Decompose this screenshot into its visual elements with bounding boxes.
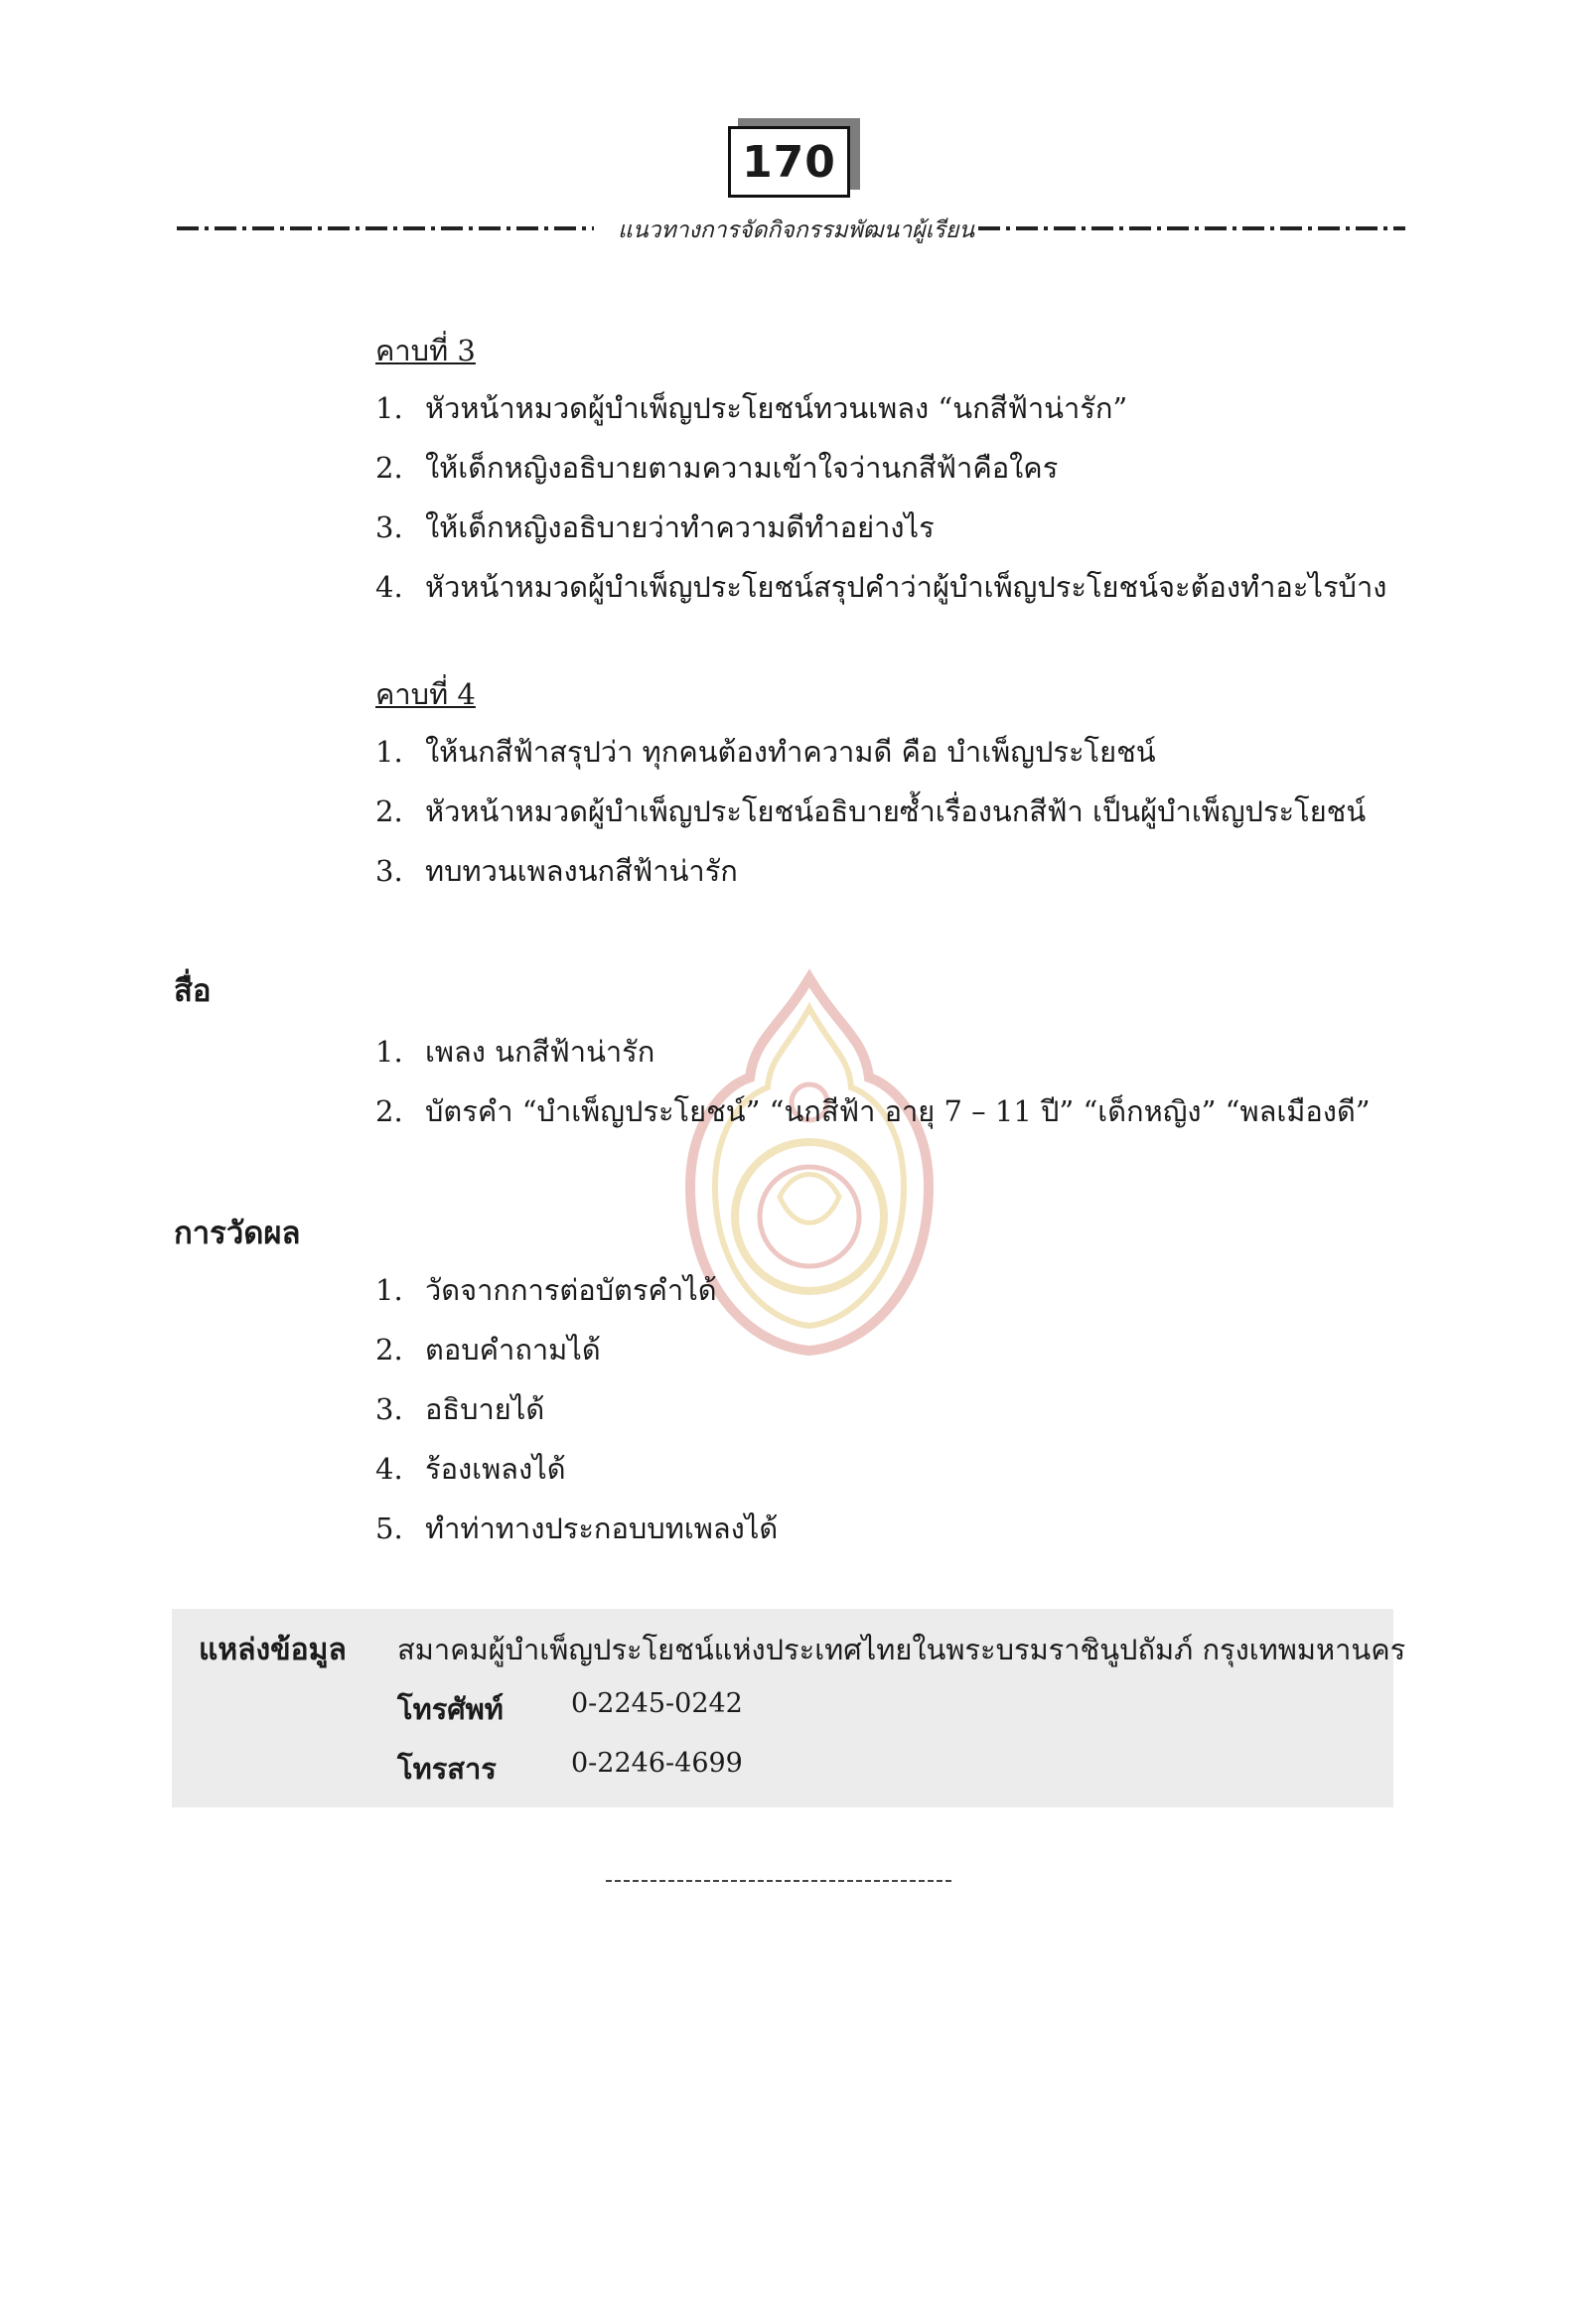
list-item: 1. เพลง นกสีฟ้าน่ารัก [375,1035,655,1069]
list-item: 3. ให้เด็กหญิงอธิบายว่าทำความดีทำอย่างไร [375,510,935,544]
header-rule-left [177,226,594,230]
list-item: 3. ทบทวนเพลงนกสีฟ้าน่ารัก [375,854,738,888]
list-item: 1. วัดจากการต่อบัตรคำได้ [375,1273,717,1307]
footer-rule [606,1880,953,1882]
period3-title: คาบที่ 3 [375,334,476,367]
list-item: 1. หัวหน้าหมวดผู้บำเพ็ญประโยชน์ทวนเพลง “นกสีฟ้าน่ารัก” [375,391,1128,425]
list-item: 2. บัตรคำ “บำเพ็ญประโยชน์” “นกสีฟ้า อายุ 7 – 11 ปี” “เด็กหญิง” “พลเมืองดี” [375,1094,1371,1128]
phone-value: 0-2245-0242 [571,1688,743,1719]
list-item: 4. ร้องเพลงได้ [375,1452,566,1486]
header-caption: แนวทางการจัดกิจกรรมพัฒนาผู้เรียน [618,217,975,243]
fax-label: โทรสาร [397,1752,497,1786]
list-item: 1. ให้นกสีฟ้าสรุปว่า ทุกคนต้องทำความดี คือ บำเพ็ญประโยชน์ [375,735,1156,769]
list-item: 4. หัวหน้าหมวดผู้บำเพ็ญประโยชน์สรุปคำว่าผู้บำเพ็ญประโยชน์จะต้องทำอะไรบ้าง [375,570,1387,604]
header-rule-right [978,226,1405,230]
media-heading: สื่อ [174,973,212,1009]
evaluation-heading: การวัดผล [174,1216,301,1251]
source-label: แหล่งข้อมูล [199,1633,347,1667]
fax-value: 0-2246-4699 [571,1748,743,1779]
list-item: 2. ให้เด็กหญิงอธิบายตามความเข้าใจว่านกสีฟ้าคือใคร [375,451,1059,485]
list-item: 3. อธิบายได้ [375,1392,545,1426]
page-number: 170 [728,126,850,198]
source-organization: สมาคมผู้บำเพ็ญประโยชน์แห่งประเทศไทยในพระบรมราชินูปถัมภ์ กรุงเทพมหานคร [397,1633,1406,1666]
list-item: 2. ตอบคำถามได้ [375,1333,601,1367]
list-item: 5. ทำท่าทางประกอบบทเพลงได้ [375,1511,779,1545]
list-item: 2. หัวหน้าหมวดผู้บำเพ็ญประโยชน์อธิบายซ้ำเรื่องนกสีฟ้า เป็นผู้บำเพ็ญประโยชน์ [375,794,1367,828]
phone-label: โทรศัพท์ [397,1692,504,1726]
period4-title: คาบที่ 4 [375,677,476,711]
